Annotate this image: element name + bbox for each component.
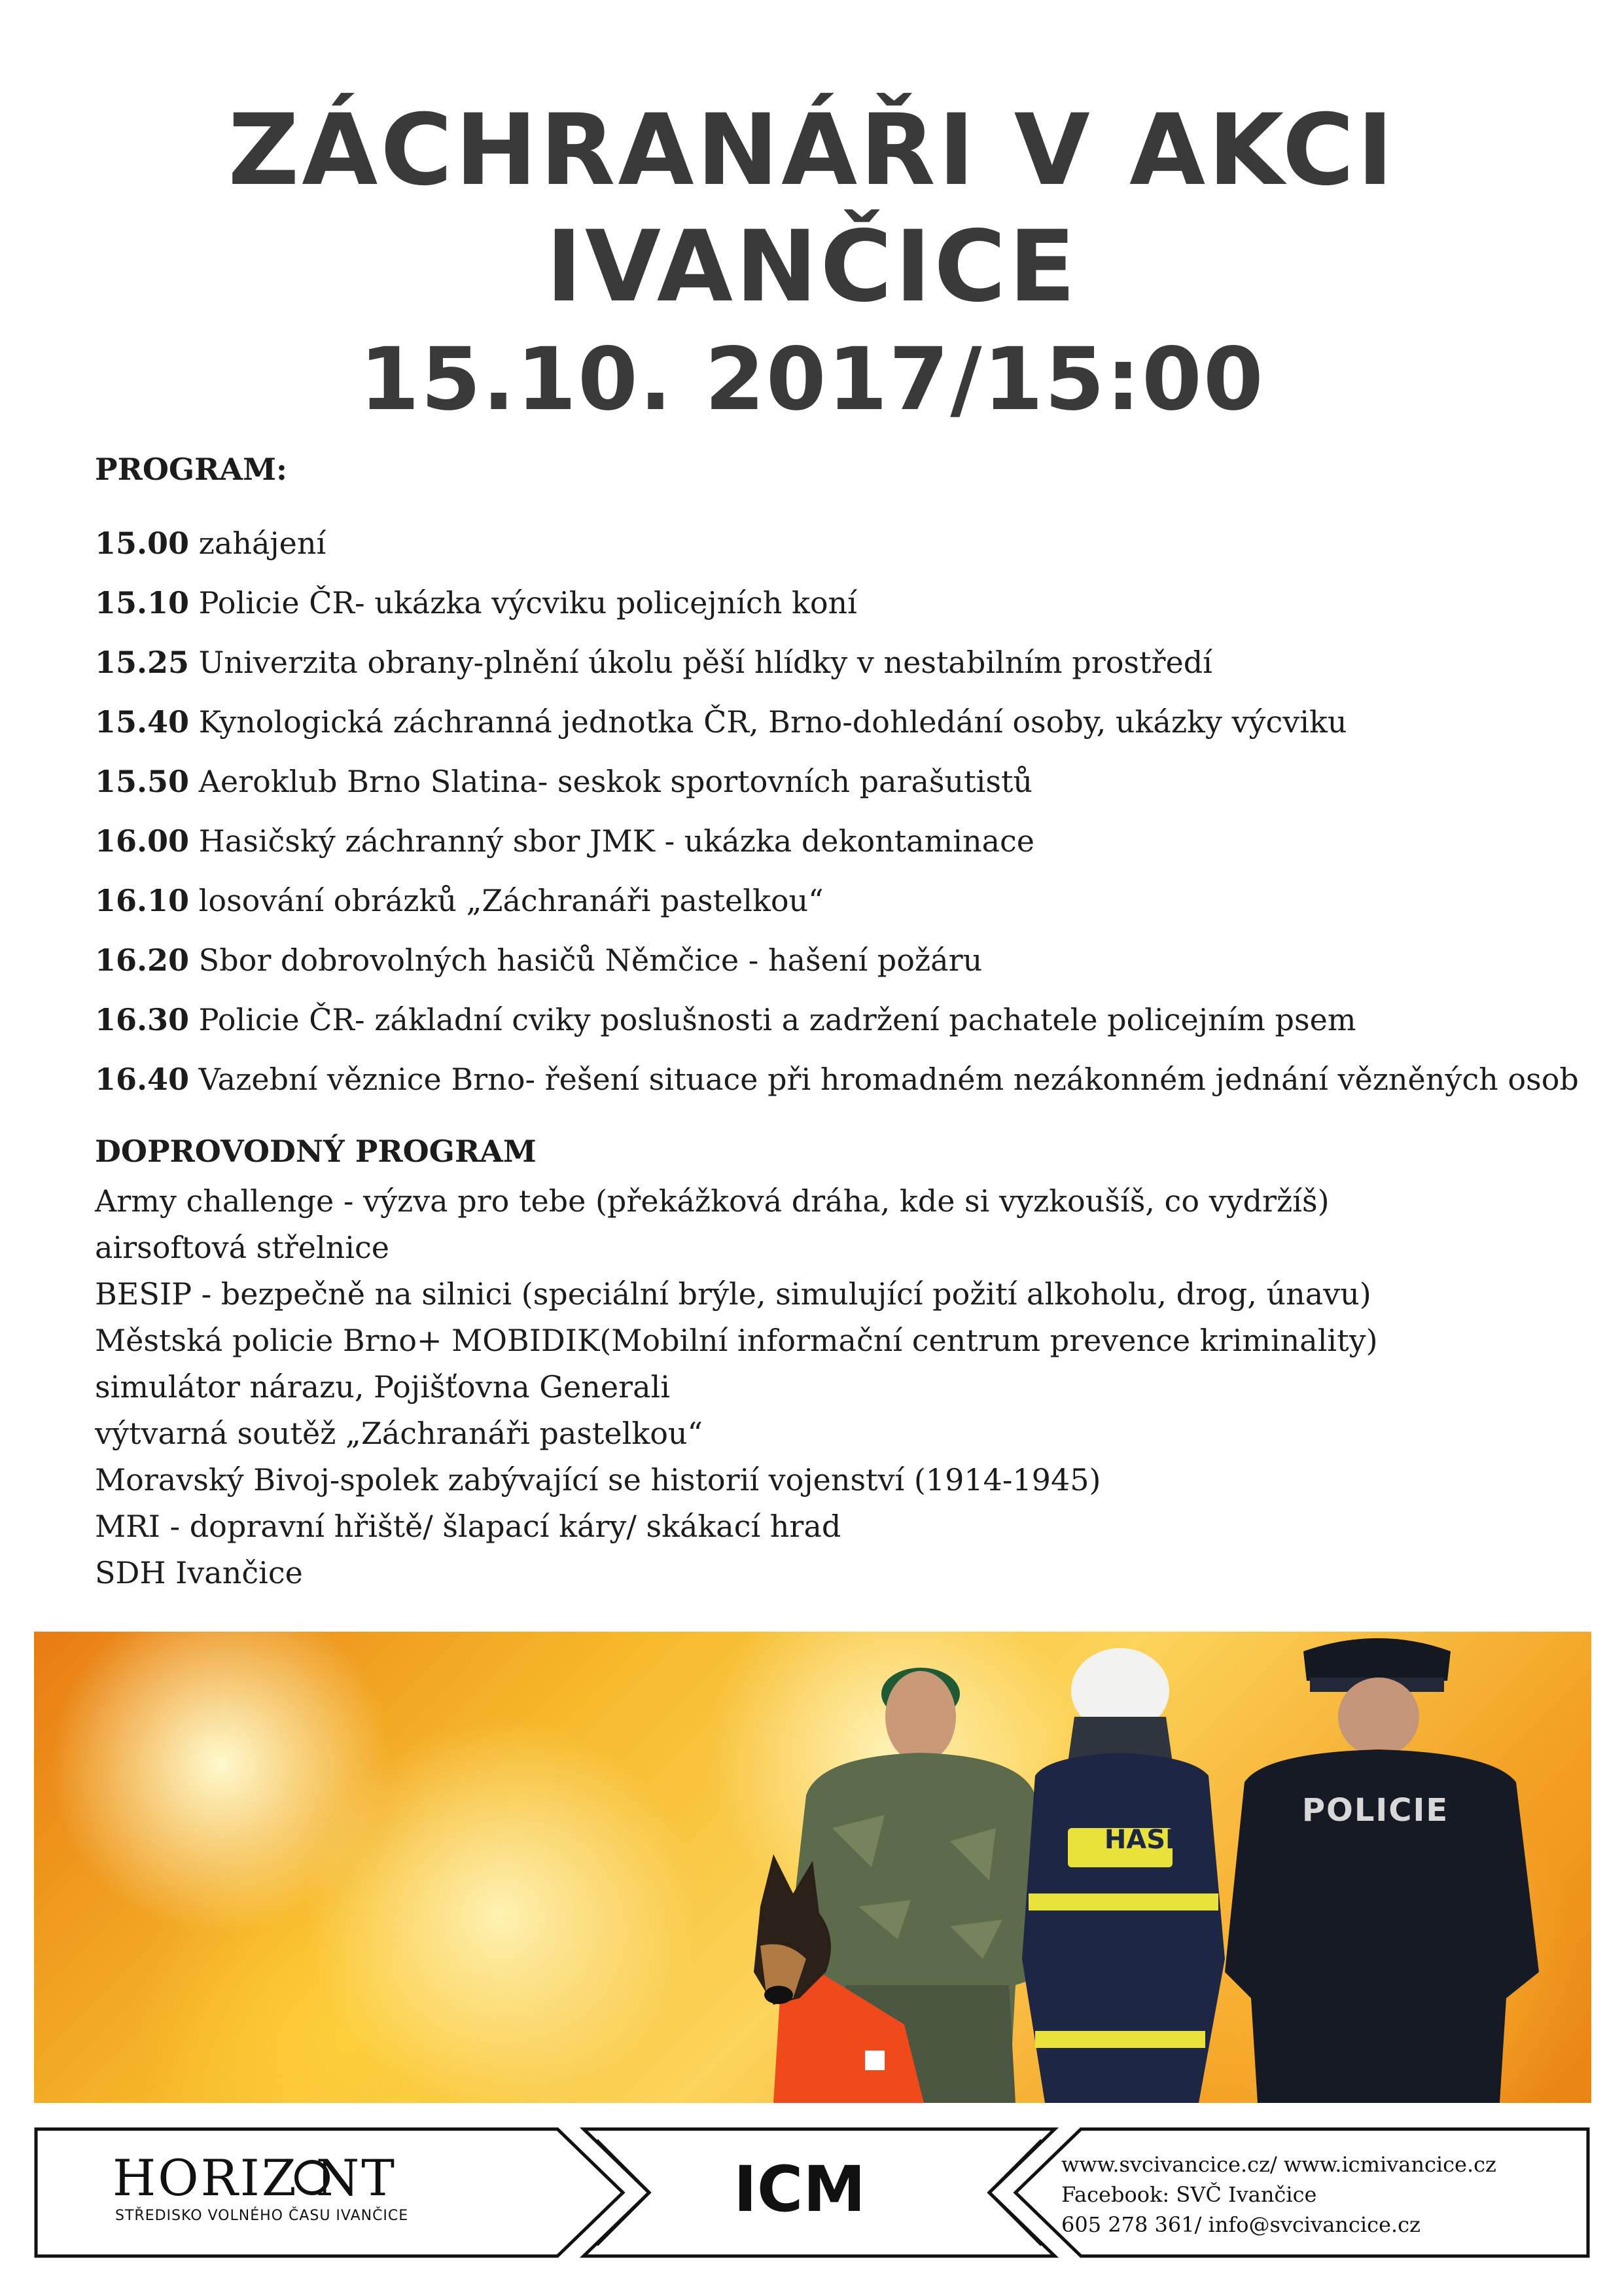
- accompanying-heading: DOPROVODNÝ PROGRAM: [95, 1134, 537, 1169]
- program-time: 15.50: [95, 764, 190, 799]
- rescuers-illustration: [34, 1632, 1591, 2103]
- icm-logo: ICM: [733, 2153, 866, 2226]
- program-item: [95, 1050, 1579, 1109]
- program-item: [95, 692, 1547, 752]
- program-time: 15.25: [95, 645, 190, 680]
- footer-contact[interactable]: 605 278 361/ info@svcivancice.cz: [1061, 2212, 1421, 2237]
- program-text: Kynologická záchranná jednotka ČR, Brno-dohledání osoby, ukázky výcviku: [189, 704, 1347, 740]
- footer-web[interactable]: www.svcivancice.cz/ www.icmivancice.cz: [1061, 2152, 1496, 2177]
- program-item: [95, 990, 1547, 1050]
- accompanying-item: výtvarná soutěž „Záchranáři pastelkou“: [95, 1416, 703, 1451]
- program-text: Policie ČR- základní cviky poslušnosti a zadržení pachatele policejním psem: [189, 1002, 1356, 1037]
- police-back-label: POLICIE: [1301, 1792, 1449, 1829]
- accompanying-item: simulátor nárazu, Pojišťovna Generali: [95, 1369, 670, 1405]
- program-time: 15.40: [95, 704, 190, 740]
- program-text: Sbor dobrovolných hasičů Němčice - hašení požáru: [189, 942, 983, 978]
- footer-contacts: [1061, 2149, 1496, 2240]
- program-time: 15.10: [95, 585, 190, 620]
- program-time: 16.10: [95, 883, 190, 918]
- program-item: [95, 812, 1547, 871]
- program-text: Aeroklub Brno Slatina- seskok sportovních parašutistů: [189, 764, 1033, 799]
- program-text: Vazební věznice Brno- řešení situace při hromadném nezákonném jednání vězněných osob: [189, 1062, 1579, 1097]
- program-item: [95, 752, 1547, 812]
- accompanying-item: Městská policie Brno+ MOBIDIK(Mobilní informační centrum prevence kriminality): [95, 1323, 1378, 1358]
- program-time: 16.40: [95, 1062, 190, 1097]
- firefighter-back-label: HASIČI: [1104, 1825, 1205, 1855]
- accompanying-item: Army challenge - výzva pro tebe (překážková dráha, kde si vyzkoušíš, co vydržíš): [95, 1183, 1330, 1219]
- program-text: zahájení: [189, 526, 327, 561]
- program-item: [95, 931, 1547, 990]
- program-list: [95, 514, 1579, 1109]
- accompanying-item: MRI - dopravní hřiště/ šlapací káry/ skákací hrad: [95, 1509, 841, 1544]
- title-line-2: IVANČICE: [546, 210, 1078, 324]
- program-time: 16.20: [95, 942, 190, 978]
- accompanying-item: Moravský Bivoj-spolek zabývající se historií vojenství (1914-1945): [95, 1462, 1101, 1498]
- program-item: [95, 514, 1547, 573]
- program-item: [95, 573, 1547, 633]
- program-time: 16.30: [95, 1002, 190, 1037]
- rescuers-banner: [34, 1632, 1591, 2103]
- accompanying-item: airsoftová střelnice: [95, 1230, 390, 1265]
- program-time: 15.00: [95, 526, 190, 561]
- program-time: 16.00: [95, 823, 190, 859]
- program-text: losování obrázků „Záchranáři pastelkou“: [189, 883, 824, 918]
- program-item: [95, 871, 1547, 931]
- horizont-logo-icon: [294, 2160, 330, 2195]
- firefighter-figure: [1022, 1648, 1225, 2103]
- event-date-time: 15.10. 2017/15:00: [359, 329, 1265, 430]
- program-text: Univerzita obrany-plnění úkolu pěší hlídky v nestabilním prostředí: [189, 645, 1212, 680]
- footer-facebook[interactable]: Facebook: SVČ Ivančice: [1061, 2182, 1317, 2207]
- horizont-logo: HORIZ NT: [113, 2149, 397, 2207]
- accompanying-item: SDH Ivančice: [95, 1555, 303, 1590]
- program-item: [95, 633, 1547, 692]
- police-officer-figure: [1225, 1638, 1539, 2103]
- program-heading: PROGRAM:: [95, 452, 287, 487]
- program-text: Hasičský záchranný sbor JMK - ukázka dekontaminace: [189, 823, 1034, 859]
- program-text: Policie ČR- ukázka výcviku policejních koní: [189, 585, 857, 620]
- horizont-logo-subtitle: STŘEDISKO VOLNÉHO ČASU IVANČICE: [115, 2208, 409, 2224]
- footer: [34, 2127, 1590, 2258]
- accompanying-item: BESIP - bezpečně na silnici (speciální brýle, simulující požití alkoholu, drog, únavu): [95, 1276, 1371, 1312]
- title-line-1: ZÁCHRANÁŘI V AKCI: [228, 94, 1396, 207]
- accompanying-list: [95, 1178, 1547, 1596]
